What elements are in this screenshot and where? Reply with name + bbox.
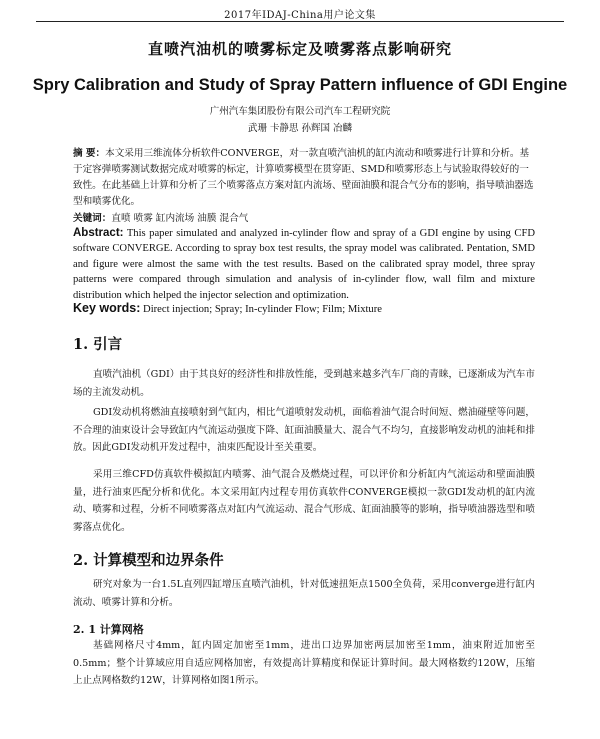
section-1-paragraph: 采用三维CFD仿真软件模拟缸内喷雾、油气混合及燃烧过程，可以评价和分析缸内气流运动和壁面油膜量，进行油束匹配分析和优化。本文采用缸内过程专用仿真软件CONVERGE模拟一款GDI发动机的缸内流动、喷雾和过程，分析不同喷雾落点对缸内气流运动、混合气形成、缸面油膜等的影响，指导喷油器选型和喷雾落点优化。 — [73, 469, 535, 533]
section-1-paragraph: GDI发动机将燃油直接喷射到气缸内，相比气道喷射发动机，面临着油气混合时间短、燃油碰壁等问题，不合理的油束设计会导致缸内气流运动强度下降、缸面油膜量大、混合气不均匀，直接影响发动机的油耗和排放。因此GDI发动机开发过程中，油束匹配设计至关重要。 — [73, 407, 535, 453]
keywords-chinese-label: 关键词： — [73, 213, 112, 224]
title-chinese: 直喷汽油机的喷雾标定及喷雾落点影响研究 — [147, 40, 452, 58]
authors: 武珊 卡静思 孙辉国 冶麟 — [247, 123, 353, 134]
header-rule — [36, 21, 564, 22]
running-header: 2017年IDAJ-China用户论文集 — [224, 10, 376, 21]
section-2-paragraph: 研究对象为一台1.5L直列四缸增压直喷汽油机，针对低速扭矩点1500全负荷，采用converge进行缸内流动、喷雾计算和分析。 — [73, 579, 535, 608]
abstract-english-label: Abstract: — [73, 227, 124, 239]
abstract-chinese-label: 摘 要： — [73, 148, 106, 159]
section-2-1-paragraph: 基础网格尺寸4mm，缸内固定加密至1mm，进出口边界加密两层加密至1mm，油束附近加密至0.5mm；整个计算域应用自适应网格加密，有效提高计算精度和保证计算时间。最大网格数约120W，压缩上止点网格数约12W，计算网格如图1所示。 — [73, 640, 535, 686]
keywords-english-label: Key words: — [73, 301, 141, 315]
abstract-english — [73, 226, 535, 303]
section-2-1-heading: 2. 1 计算网格 — [73, 623, 144, 636]
keywords-chinese — [73, 210, 535, 224]
keywords-english — [73, 301, 535, 315]
affiliation: 广州汽车集团股份有限公司汽车工程研究院 — [209, 106, 391, 117]
abstract-chinese-text: 本文采用三维流体分析软件CONVERGE，对一款直喷汽油机的缸内流动和喷雾进行计算和分析。基于定容弹喷雾测试数据完成对喷雾的标定，计算喷雾模型在贯穿距、SMD和喷雾形态上与试验取得较好的一致性。在此基础上计算和分析了三个喷雾落点方案对缸内流场、壁面油膜和混合气分布的影响，指导喷油器选型和喷雾优化。 — [73, 148, 534, 207]
keywords-english-text: Direct injection; Spray; In-cylinder Flow; Film; Mixture — [143, 304, 382, 315]
keywords-chinese-text: 直喷 喷雾 缸内流场 油膜 混合气 — [111, 213, 249, 224]
section-1-paragraph: 直喷汽油机（GDI）由于其良好的经济性和排放性能，受到越来越多汽车厂商的青睐，已逐渐成为汽车市场的主流发动机。 — [73, 369, 535, 398]
abstract-english-text: This paper simulated and analyzed in-cylinder flow and spray of a GDI engine by using CFD software CONVERGE. According to spray box test results, the spray model was calibrated. Pentation, SMD and figure were almost the same with the test results. Based on the calibrated spray model, three spray patterns were compared through simulation and analysis of in-cylinder flow, wall film and mixture distribution which helped the injector selection and optimization. — [73, 228, 535, 301]
title-english: Spry Calibration and Study of Spray Pattern influence of GDI Engine — [32, 76, 568, 94]
abstract-chinese — [73, 146, 535, 210]
section-1-heading: 1. 引言 — [73, 336, 123, 353]
section-2-heading: 2. 计算模型和边界条件 — [73, 552, 224, 569]
